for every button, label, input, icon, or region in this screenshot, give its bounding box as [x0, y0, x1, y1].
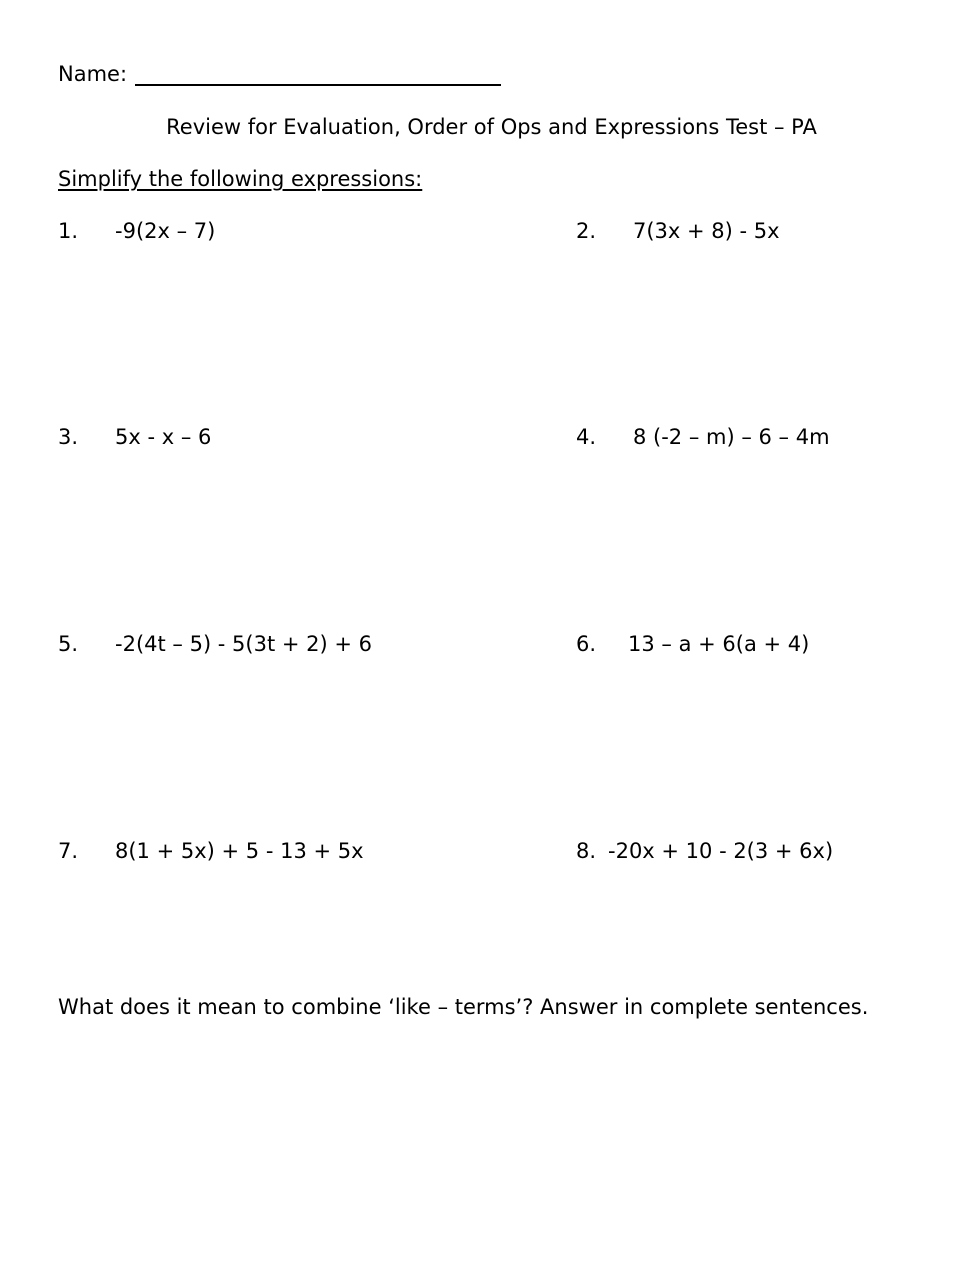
worksheet-title: Review for Evaluation, Order of Ops and Expressions Test – PA [166, 115, 817, 139]
problem-number: 3. [58, 425, 79, 449]
problem-expression: -2(4t – 5) - 5(3t + 2) + 6 [115, 632, 373, 656]
problem-expression: 5x - x – 6 [115, 425, 212, 449]
problem-expression: 13 – a + 6(a + 4) [628, 632, 810, 656]
problem-expression: 8(1 + 5x) + 5 - 13 + 5x [115, 839, 364, 863]
problem-number: 8. [576, 839, 597, 863]
problem-expression: -20x + 10 - 2(3 + 6x) [608, 839, 834, 863]
instructions-heading: Simplify the following expressions: [58, 167, 423, 191]
problem-expression: 8 (-2 – m) – 6 – 4m [633, 425, 830, 449]
name-label: Name: [58, 62, 128, 86]
problem-expression: -9(2x – 7) [115, 219, 216, 243]
problem-number: 7. [58, 839, 79, 863]
like-terms-question: What does it mean to combine ‘like – terms’? Answer in complete sentences. [58, 995, 869, 1019]
name-blank-line [135, 84, 501, 86]
problem-number: 4. [576, 425, 597, 449]
problem-number: 2. [576, 219, 597, 243]
problem-number: 6. [576, 632, 597, 656]
problem-number: 5. [58, 632, 79, 656]
problem-expression: 7(3x + 8) - 5x [633, 219, 780, 243]
problem-number: 1. [58, 219, 79, 243]
